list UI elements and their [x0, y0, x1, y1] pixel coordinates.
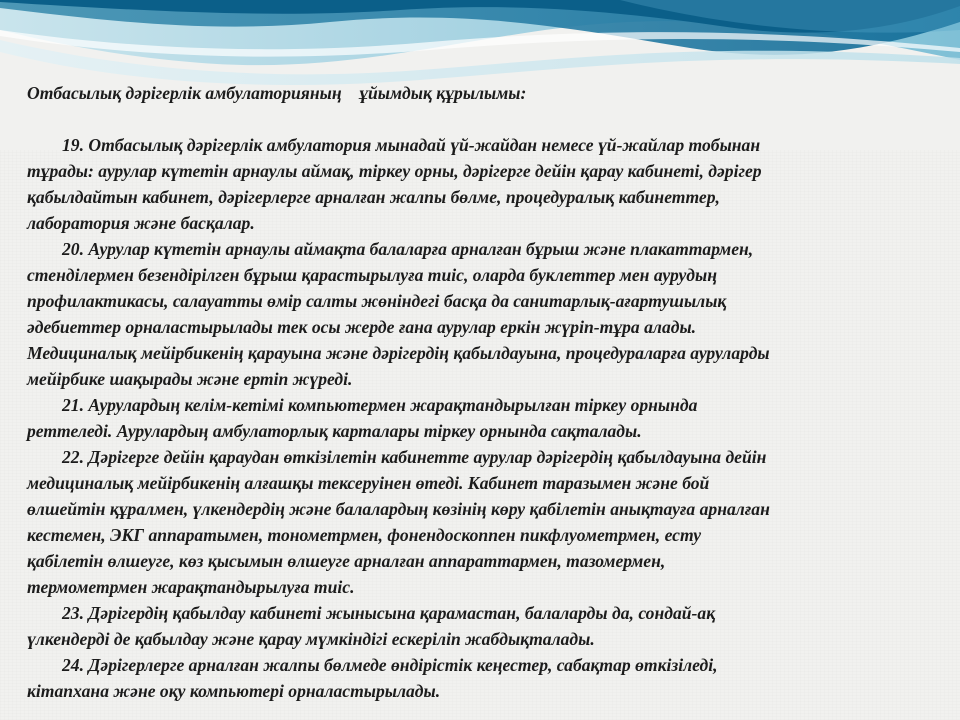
- text-line: реттеледі. Аурулардың амбулаторлық карталары тіркеу орнында сақталады.: [27, 421, 642, 441]
- text-line: 19. Отбасылық дәрігерлік амбулатория мынадай үй-жайдан немесе үй-жайлар тобынан: [62, 135, 761, 155]
- paragraph-19: [27, 132, 942, 236]
- paragraph-20: [27, 236, 942, 392]
- text-line: лаборатория және басқалар.: [27, 213, 255, 233]
- text-line: үлкендерді де қабылдау және қарау мүмкіндігі ескеріліп жабдықталады.: [27, 629, 595, 649]
- text-line: қабылдайтын кабинет, дәрігерлерге арналған жалпы бөлме, процедуралық кабинеттер,: [27, 187, 720, 207]
- text-line: 21. Аурулардың келім-кетімі компьютермен жарақтандырылған тіркеу орнында: [62, 395, 698, 415]
- text-line: медициналық мейірбикенің алғашқы тексеруінен өтеді. Кабинет таразымен және бой: [27, 473, 710, 493]
- text-line: Медициналық мейірбикенің қарауына және дәрігердің қабылдауына, процедураларға ауруларды: [27, 343, 770, 363]
- text-line: кестемен, ЭКГ аппаратымен, тонометрмен, фонендоскоппен пикфлуометрмен, есту: [27, 525, 702, 545]
- text-line: өлшейтін құралмен, үлкендердің және балалардың көзінің көру қабілетін анықтауға арналған: [27, 499, 770, 519]
- slide-text-body: [27, 80, 942, 704]
- paragraph-24: [27, 652, 942, 704]
- text-line: стенділермен безендірілген бұрыш қарастырылуға тиіс, оларда буклеттер мен аурудың: [27, 265, 717, 285]
- page-title: Отбасылық дәрігерлік амбулаторияның ұйымдық құрылымы:: [27, 83, 527, 103]
- text-line: профилактикасы, салауатты өмір салты жөніндегі басқа да санитарлық-ағартушылық: [27, 291, 727, 311]
- text-line: 22. Дәрігерге дейін қараудан өткізілетін кабинетте аурулар дәрігердің қабылдауына дейін: [62, 447, 767, 467]
- paragraph-21: [27, 392, 942, 444]
- paragraph-22: [27, 444, 942, 600]
- text-line: мейірбике шақырады және ертіп жүреді.: [27, 369, 353, 389]
- text-line: кітапхана және оқу компьютері орналастырылады.: [27, 681, 441, 701]
- text-line: термометрмен жарақтандырылуға тиіс.: [27, 577, 355, 597]
- text-line: әдебиеттер орналастырылады тек осы жерде ғана аурулар еркін жүріп-тұра алады.: [27, 317, 697, 337]
- text-line: 24. Дәрігерлерге арналған жалпы бөлмеде өндірістік кеңестер, сабақтар өткізіледі,: [62, 655, 718, 675]
- text-line: тұрады: аурулар күтетін арнаулы аймақ, тіркеу орны, дәрігерге дейін қарау кабинеті, дәрігер: [27, 161, 762, 181]
- text-line: 20. Аурулар күтетін арнаулы аймақта балаларға арналған бұрыш және плакаттармен,: [62, 239, 754, 259]
- text-line: 23. Дәрігердің қабылдау кабинеті жынысына қарамастан, балаларды да, сондай-ақ: [62, 603, 716, 623]
- text-line: қабілетін өлшеуге, көз қысымын өлшеуге арналған аппараттармен, тазомермен,: [27, 551, 666, 571]
- paragraph-23: [27, 600, 942, 652]
- spacer: [27, 106, 942, 132]
